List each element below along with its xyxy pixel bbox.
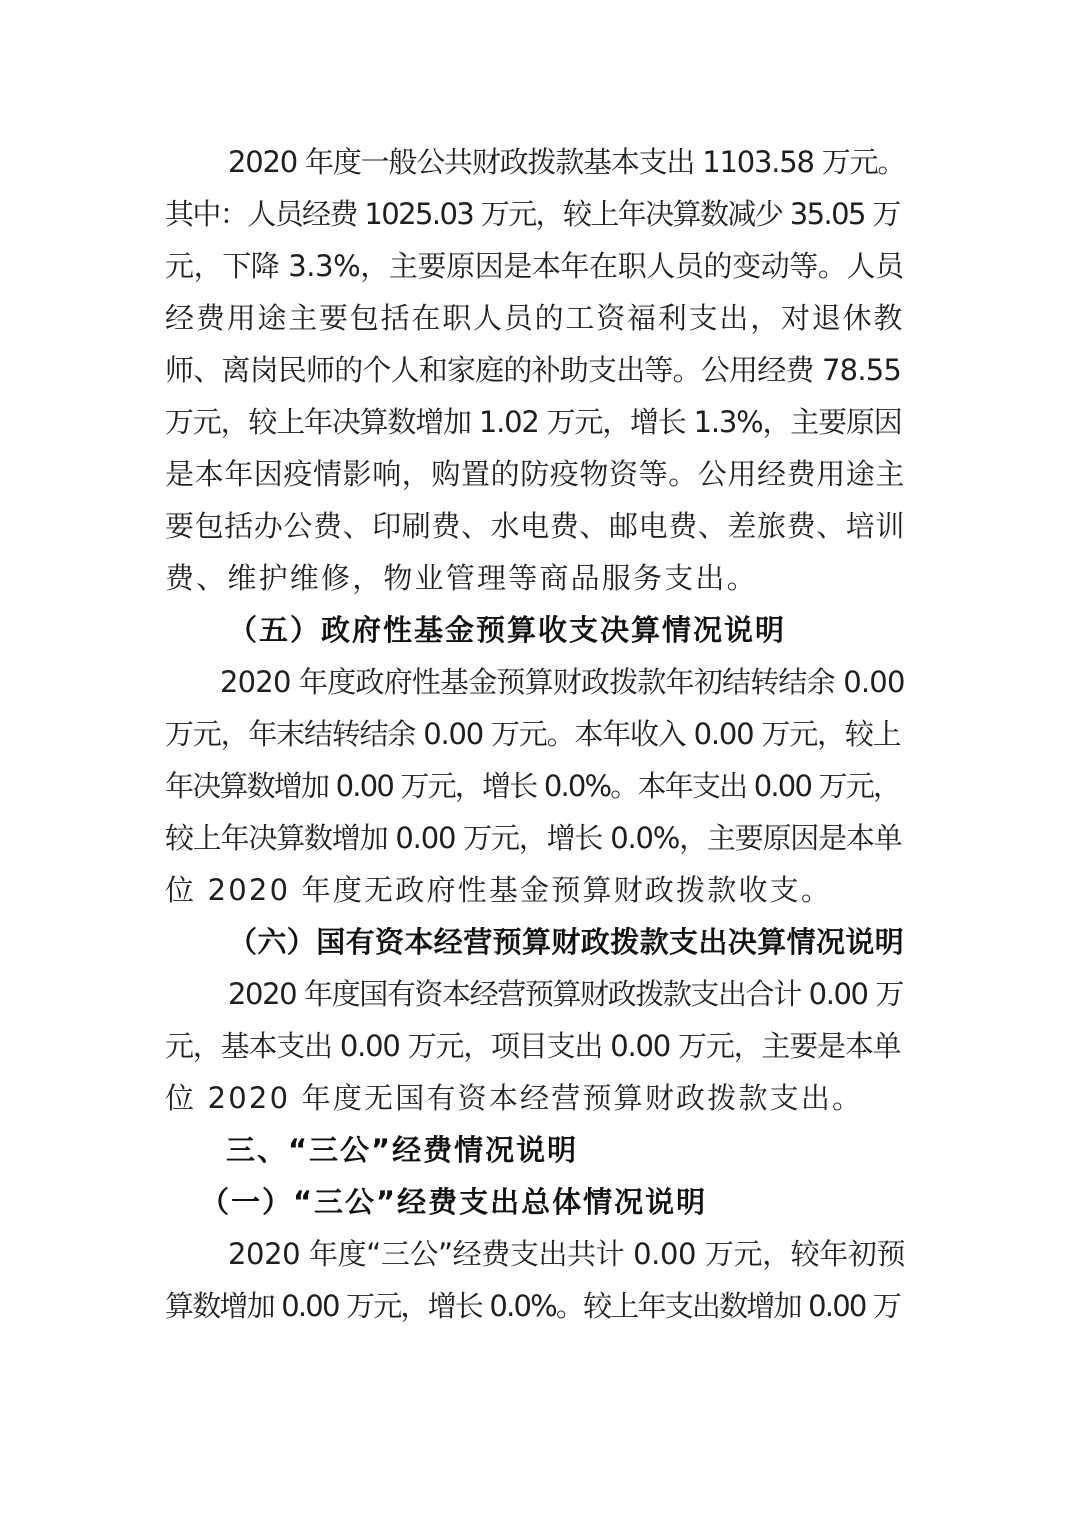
chapter-heading-3: 三、“三公”经费情况说明: [226, 1133, 579, 1167]
paragraph-line: 师、离岗民师的个人和家庭的补助支出等。公用经费 78.55: [165, 353, 902, 387]
paragraph-line: 2020 年度一般公共财政拨款基本支出 1103.58 万元。: [228, 145, 906, 179]
paragraph-line: 2020 年度“三公”经费支出共计 0.00 万元，较年初预: [228, 1237, 906, 1271]
paragraph-line: 元，基本支出 0.00 万元，项目支出 0.00 万元，主要是本单: [165, 1029, 901, 1063]
paragraph-line: 费、维护维修，物业管理等商品服务支出。: [165, 561, 758, 595]
paragraph-line: 算数增加 0.00 万元，增长 0.0%。较上年支出数增加 0.00 万: [165, 1289, 901, 1323]
paragraph-line: 位 2020 年度无政府性基金预算财政拨款收支。: [165, 873, 833, 907]
paragraph-line: 万元，年末结转结余 0.00 万元。本年收入 0.00 万元，较上: [165, 717, 901, 751]
section-heading-6: （六）国有资本经营预算财政拨款支出决算情况说明: [228, 925, 905, 959]
paragraph-line: 年决算数增加 0.00 万元，增长 0.0%。本年支出 0.00 万元，: [165, 769, 901, 803]
paragraph-line: 2020 年度国有资本经营预算财政拨款支出合计 0.00 万: [228, 977, 904, 1011]
paragraph-line: 位 2020 年度无国有资本经营预算财政拨款支出。: [165, 1081, 864, 1115]
sub-heading-1: （一）“三公”经费支出总体情况说明: [200, 1185, 708, 1219]
paragraph-line: 较上年决算数增加 0.00 万元，增长 0.0%，主要原因是本单: [165, 821, 902, 855]
paragraph-line: 是本年因疫情影响，购置的防疫物资等。公用经费用途主: [165, 457, 906, 491]
paragraph-line: 元，下降 3.3%，主要原因是本年在职人员的变动等。人员: [165, 249, 904, 283]
paragraph-line: 2020 年度政府性基金预算财政拨款年初结转结余 0.00: [220, 665, 905, 699]
paragraph-line: 要包括办公费、印刷费、水电费、邮电费、差旅费、培训: [165, 509, 906, 543]
paragraph-line: 经费用途主要包括在职人员的工资福利支出，对退休教: [165, 301, 905, 335]
paragraph-line: 其中：人员经费 1025.03 万元，较上年决算数减少 35.05 万: [165, 197, 900, 231]
paragraph-line: 万元，较上年决算数增加 1.02 万元，增长 1.3%，主要原因: [165, 405, 902, 439]
section-heading-5: （五）政府性基金预算收支决算情况说明: [228, 613, 787, 647]
